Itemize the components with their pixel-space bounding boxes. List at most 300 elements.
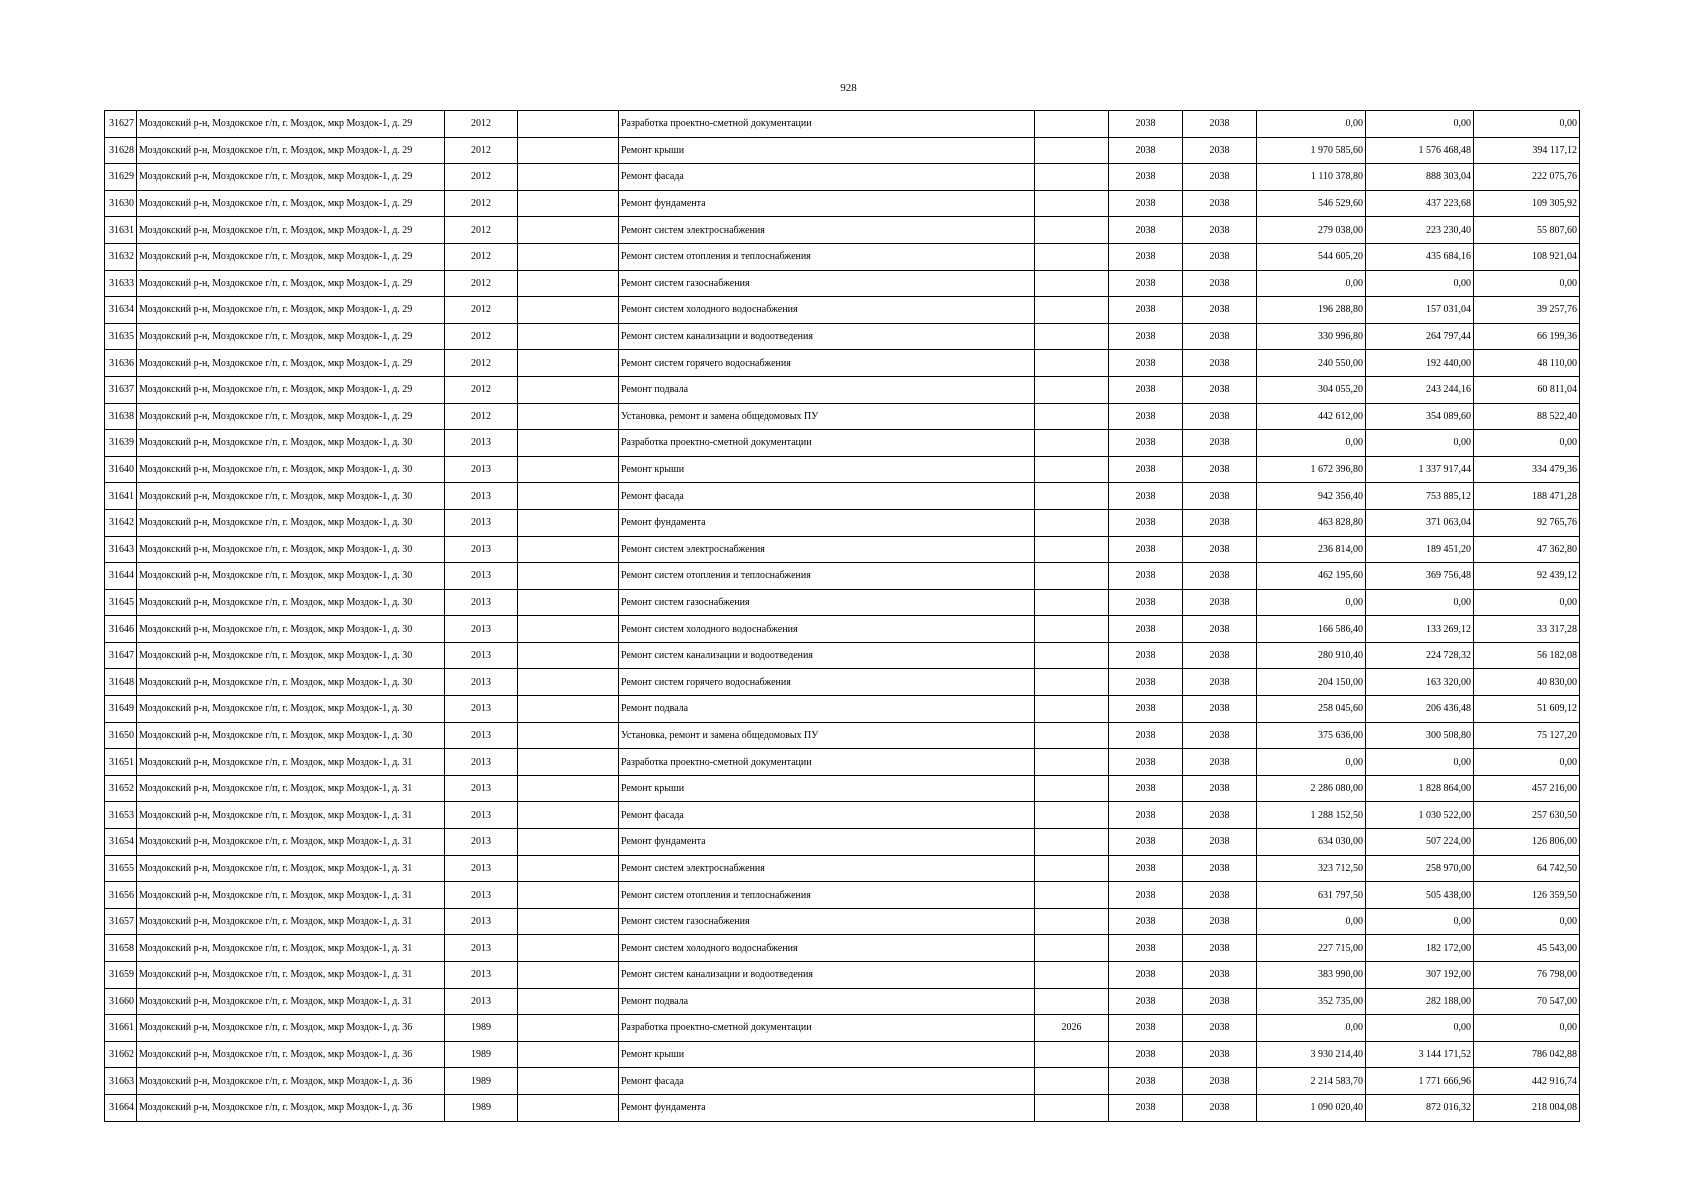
cell-year-2: 2038: [1109, 722, 1183, 749]
cell-total-cost: 544 605,20: [1257, 243, 1366, 270]
cell-year-2: 2038: [1109, 137, 1183, 164]
cell-year-2: 2038: [1109, 1041, 1183, 1068]
cell-year-3: 2038: [1183, 137, 1257, 164]
cell-year-3: 2038: [1183, 430, 1257, 457]
cell-cost-part-2: 64 742,50: [1474, 855, 1580, 882]
table-body: [105, 111, 1580, 1122]
cell-address: Моздокский р-н, Моздокское г/п, г. Моздок, мкр Моздок-1, д. 29: [137, 297, 445, 324]
cell-year-1: [1035, 988, 1109, 1015]
cell-year-built: 2013: [445, 430, 518, 457]
cell-year-2: 2038: [1109, 669, 1183, 696]
cell-work-type: Ремонт фасада: [619, 802, 1035, 829]
cell-number: 31645: [105, 589, 137, 616]
table-row: [105, 164, 1580, 191]
cell-year-1: [1035, 137, 1109, 164]
cell-year-1: [1035, 935, 1109, 962]
cell-year-built: 2013: [445, 749, 518, 776]
cell-cost-part-1: 223 230,40: [1366, 217, 1474, 244]
cell-work-type: Ремонт фасада: [619, 1068, 1035, 1095]
cell-cost-part-1: 0,00: [1366, 908, 1474, 935]
cell-year-1: [1035, 855, 1109, 882]
cell-cost-part-2: 56 182,08: [1474, 642, 1580, 669]
cell-empty: [518, 323, 619, 350]
cell-year-built: 2012: [445, 270, 518, 297]
cell-work-type: Ремонт систем холодного водоснабжения: [619, 935, 1035, 962]
cell-address: Моздокский р-н, Моздокское г/п, г. Моздок, мкр Моздок-1, д. 31: [137, 908, 445, 935]
cell-address: Моздокский р-н, Моздокское г/п, г. Моздок, мкр Моздок-1, д. 30: [137, 589, 445, 616]
cell-number: 31638: [105, 403, 137, 430]
cell-empty: [518, 1068, 619, 1095]
cell-address: Моздокский р-н, Моздокское г/п, г. Моздок, мкр Моздок-1, д. 30: [137, 722, 445, 749]
table-row: [105, 536, 1580, 563]
cell-year-built: 2012: [445, 111, 518, 138]
cell-year-3: 2038: [1183, 243, 1257, 270]
cell-year-1: [1035, 297, 1109, 324]
cell-year-built: 1989: [445, 1015, 518, 1042]
cell-cost-part-2: 0,00: [1474, 1015, 1580, 1042]
cell-total-cost: 383 990,00: [1257, 962, 1366, 989]
cell-year-built: 1989: [445, 1041, 518, 1068]
cell-year-2: 2038: [1109, 775, 1183, 802]
cell-cost-part-1: 0,00: [1366, 589, 1474, 616]
cell-empty: [518, 962, 619, 989]
cell-year-3: 2038: [1183, 988, 1257, 1015]
cell-cost-part-1: 182 172,00: [1366, 935, 1474, 962]
cell-address: Моздокский р-н, Моздокское г/п, г. Моздок, мкр Моздок-1, д. 29: [137, 164, 445, 191]
cell-year-built: 2013: [445, 722, 518, 749]
cell-cost-part-1: 264 797,44: [1366, 323, 1474, 350]
cell-number: 31663: [105, 1068, 137, 1095]
cell-cost-part-2: 394 117,12: [1474, 137, 1580, 164]
cell-cost-part-1: 189 451,20: [1366, 536, 1474, 563]
cell-year-3: 2038: [1183, 217, 1257, 244]
cell-work-type: Установка, ремонт и замена общедомовых ПУ: [619, 722, 1035, 749]
cell-year-3: 2038: [1183, 483, 1257, 510]
cell-address: Моздокский р-н, Моздокское г/п, г. Моздок, мкр Моздок-1, д. 31: [137, 802, 445, 829]
table-row: [105, 775, 1580, 802]
table-row: [105, 217, 1580, 244]
cell-work-type: Ремонт систем отопления и теплоснабжения: [619, 563, 1035, 590]
table-row: [105, 855, 1580, 882]
cell-year-3: 2038: [1183, 749, 1257, 776]
cell-cost-part-2: 92 439,12: [1474, 563, 1580, 590]
cell-number: 31647: [105, 642, 137, 669]
cell-year-1: [1035, 217, 1109, 244]
cell-total-cost: 0,00: [1257, 589, 1366, 616]
cell-work-type: Разработка проектно-сметной документации: [619, 430, 1035, 457]
cell-year-2: 2038: [1109, 111, 1183, 138]
cell-empty: [518, 376, 619, 403]
table-row: [105, 882, 1580, 909]
cell-total-cost: 280 910,40: [1257, 642, 1366, 669]
cell-number: 31634: [105, 297, 137, 324]
cell-cost-part-2: 0,00: [1474, 749, 1580, 776]
cell-cost-part-2: 0,00: [1474, 430, 1580, 457]
cell-year-3: 2038: [1183, 589, 1257, 616]
register-table: [104, 110, 1580, 1122]
cell-year-2: 2038: [1109, 882, 1183, 909]
cell-year-built: 2013: [445, 775, 518, 802]
cell-number: 31649: [105, 696, 137, 723]
cell-cost-part-1: 243 244,16: [1366, 376, 1474, 403]
cell-year-1: [1035, 1068, 1109, 1095]
cell-total-cost: 323 712,50: [1257, 855, 1366, 882]
cell-total-cost: 0,00: [1257, 270, 1366, 297]
table-row: [105, 563, 1580, 590]
table-row: [105, 616, 1580, 643]
cell-year-built: 2013: [445, 509, 518, 536]
cell-work-type: Установка, ремонт и замена общедомовых ПУ: [619, 403, 1035, 430]
cell-empty: [518, 1094, 619, 1121]
table-row: [105, 509, 1580, 536]
cell-year-1: [1035, 908, 1109, 935]
table-row: [105, 403, 1580, 430]
cell-year-built: 1989: [445, 1094, 518, 1121]
cell-cost-part-1: 369 756,48: [1366, 563, 1474, 590]
cell-year-1: [1035, 1041, 1109, 1068]
cell-year-1: [1035, 829, 1109, 856]
cell-year-built: 2012: [445, 297, 518, 324]
cell-number: 31657: [105, 908, 137, 935]
cell-empty: [518, 802, 619, 829]
cell-total-cost: 166 586,40: [1257, 616, 1366, 643]
cell-total-cost: 463 828,80: [1257, 509, 1366, 536]
cell-empty: [518, 1015, 619, 1042]
cell-year-2: 2038: [1109, 483, 1183, 510]
cell-work-type: Ремонт систем холодного водоснабжения: [619, 616, 1035, 643]
cell-address: Моздокский р-н, Моздокское г/п, г. Моздок, мкр Моздок-1, д. 30: [137, 696, 445, 723]
cell-cost-part-2: 0,00: [1474, 908, 1580, 935]
cell-address: Моздокский р-н, Моздокское г/п, г. Моздок, мкр Моздок-1, д. 31: [137, 855, 445, 882]
cell-year-built: 2013: [445, 882, 518, 909]
cell-address: Моздокский р-н, Моздокское г/п, г. Моздок, мкр Моздок-1, д. 36: [137, 1041, 445, 1068]
cell-cost-part-2: 47 362,80: [1474, 536, 1580, 563]
cell-number: 31640: [105, 456, 137, 483]
cell-number: 31644: [105, 563, 137, 590]
cell-address: Моздокский р-н, Моздокское г/п, г. Моздок, мкр Моздок-1, д. 29: [137, 323, 445, 350]
cell-cost-part-1: 3 144 171,52: [1366, 1041, 1474, 1068]
cell-empty: [518, 270, 619, 297]
table-row: [105, 137, 1580, 164]
cell-cost-part-1: 872 016,32: [1366, 1094, 1474, 1121]
cell-work-type: Ремонт систем электроснабжения: [619, 217, 1035, 244]
cell-total-cost: 0,00: [1257, 1015, 1366, 1042]
cell-cost-part-2: 88 522,40: [1474, 403, 1580, 430]
cell-year-2: 2038: [1109, 1015, 1183, 1042]
cell-year-1: [1035, 589, 1109, 616]
cell-empty: [518, 589, 619, 616]
cell-cost-part-1: 0,00: [1366, 111, 1474, 138]
cell-year-built: 2013: [445, 616, 518, 643]
cell-total-cost: 1 110 378,80: [1257, 164, 1366, 191]
cell-cost-part-1: 300 508,80: [1366, 722, 1474, 749]
cell-year-3: 2038: [1183, 111, 1257, 138]
cell-number: 31641: [105, 483, 137, 510]
cell-year-1: [1035, 243, 1109, 270]
cell-address: Моздокский р-н, Моздокское г/п, г. Моздок, мкр Моздок-1, д. 29: [137, 270, 445, 297]
cell-cost-part-1: 0,00: [1366, 1015, 1474, 1042]
cell-year-3: 2038: [1183, 164, 1257, 191]
table-row: [105, 270, 1580, 297]
cell-year-3: 2038: [1183, 1068, 1257, 1095]
cell-number: 31637: [105, 376, 137, 403]
cell-total-cost: 375 636,00: [1257, 722, 1366, 749]
cell-address: Моздокский р-н, Моздокское г/п, г. Моздок, мкр Моздок-1, д. 31: [137, 988, 445, 1015]
cell-cost-part-2: 48 110,00: [1474, 350, 1580, 377]
cell-cost-part-2: 92 765,76: [1474, 509, 1580, 536]
cell-year-2: 2038: [1109, 935, 1183, 962]
cell-address: Моздокский р-н, Моздокское г/п, г. Моздок, мкр Моздок-1, д. 30: [137, 616, 445, 643]
cell-year-3: 2038: [1183, 563, 1257, 590]
cell-address: Моздокский р-н, Моздокское г/п, г. Моздок, мкр Моздок-1, д. 31: [137, 829, 445, 856]
cell-total-cost: 462 195,60: [1257, 563, 1366, 590]
cell-cost-part-1: 1 030 522,00: [1366, 802, 1474, 829]
cell-address: Моздокский р-н, Моздокское г/п, г. Моздок, мкр Моздок-1, д. 31: [137, 775, 445, 802]
table-row: [105, 589, 1580, 616]
cell-number: 31643: [105, 536, 137, 563]
cell-cost-part-1: 1 771 666,96: [1366, 1068, 1474, 1095]
cell-empty: [518, 563, 619, 590]
cell-year-1: [1035, 164, 1109, 191]
cell-year-built: 2013: [445, 988, 518, 1015]
cell-number: 31629: [105, 164, 137, 191]
cell-year-2: 2038: [1109, 642, 1183, 669]
cell-address: Моздокский р-н, Моздокское г/п, г. Моздок, мкр Моздок-1, д. 30: [137, 430, 445, 457]
cell-total-cost: 0,00: [1257, 749, 1366, 776]
cell-cost-part-2: 442 916,74: [1474, 1068, 1580, 1095]
cell-year-2: 2038: [1109, 376, 1183, 403]
cell-cost-part-2: 51 609,12: [1474, 696, 1580, 723]
cell-empty: [518, 430, 619, 457]
cell-empty: [518, 829, 619, 856]
cell-year-built: 2013: [445, 589, 518, 616]
table-row: [105, 1094, 1580, 1121]
cell-year-3: 2038: [1183, 775, 1257, 802]
cell-cost-part-2: 0,00: [1474, 270, 1580, 297]
cell-work-type: Ремонт систем канализации и водоотведения: [619, 962, 1035, 989]
cell-empty: [518, 1041, 619, 1068]
cell-year-3: 2038: [1183, 616, 1257, 643]
cell-empty: [518, 749, 619, 776]
cell-year-3: 2038: [1183, 376, 1257, 403]
cell-number: 31659: [105, 962, 137, 989]
cell-number: 31636: [105, 350, 137, 377]
cell-cost-part-1: 258 970,00: [1366, 855, 1474, 882]
table-row: [105, 243, 1580, 270]
cell-year-2: 2038: [1109, 217, 1183, 244]
cell-work-type: Ремонт систем газоснабжения: [619, 589, 1035, 616]
cell-year-1: [1035, 350, 1109, 377]
cell-cost-part-2: 70 547,00: [1474, 988, 1580, 1015]
table-row: [105, 988, 1580, 1015]
cell-total-cost: 1 288 152,50: [1257, 802, 1366, 829]
cell-total-cost: 3 930 214,40: [1257, 1041, 1366, 1068]
cell-year-1: [1035, 775, 1109, 802]
table-row: [105, 111, 1580, 138]
cell-year-built: 2013: [445, 696, 518, 723]
cell-cost-part-1: 1 828 864,00: [1366, 775, 1474, 802]
cell-year-2: 2038: [1109, 908, 1183, 935]
cell-total-cost: 942 356,40: [1257, 483, 1366, 510]
cell-cost-part-2: 457 216,00: [1474, 775, 1580, 802]
cell-empty: [518, 190, 619, 217]
cell-total-cost: 304 055,20: [1257, 376, 1366, 403]
cell-year-built: 2013: [445, 935, 518, 962]
cell-year-built: 2013: [445, 855, 518, 882]
cell-year-2: 2038: [1109, 297, 1183, 324]
cell-year-built: 2013: [445, 642, 518, 669]
cell-work-type: Ремонт фасада: [619, 483, 1035, 510]
cell-cost-part-1: 163 320,00: [1366, 669, 1474, 696]
cell-cost-part-2: 33 317,28: [1474, 616, 1580, 643]
table-row: [105, 483, 1580, 510]
cell-year-2: 2038: [1109, 190, 1183, 217]
cell-year-3: 2038: [1183, 190, 1257, 217]
cell-address: Моздокский р-н, Моздокское г/п, г. Моздок, мкр Моздок-1, д. 30: [137, 483, 445, 510]
cell-year-3: 2038: [1183, 722, 1257, 749]
cell-year-3: 2038: [1183, 669, 1257, 696]
table-row: [105, 802, 1580, 829]
cell-address: Моздокский р-н, Моздокское г/п, г. Моздок, мкр Моздок-1, д. 30: [137, 563, 445, 590]
cell-cost-part-2: 126 359,50: [1474, 882, 1580, 909]
cell-number: 31631: [105, 217, 137, 244]
cell-total-cost: 2 214 583,70: [1257, 1068, 1366, 1095]
cell-year-built: 2013: [445, 563, 518, 590]
cell-number: 31654: [105, 829, 137, 856]
cell-year-built: 2013: [445, 483, 518, 510]
cell-empty: [518, 456, 619, 483]
cell-year-1: [1035, 376, 1109, 403]
cell-number: 31664: [105, 1094, 137, 1121]
cell-number: 31655: [105, 855, 137, 882]
table-row: [105, 722, 1580, 749]
cell-address: Моздокский р-н, Моздокское г/п, г. Моздок, мкр Моздок-1, д. 29: [137, 403, 445, 430]
cell-year-built: 2013: [445, 536, 518, 563]
table-row: [105, 1068, 1580, 1095]
cell-number: 31662: [105, 1041, 137, 1068]
cell-number: 31628: [105, 137, 137, 164]
cell-empty: [518, 908, 619, 935]
cell-year-3: 2038: [1183, 882, 1257, 909]
table-row: [105, 908, 1580, 935]
cell-cost-part-2: 40 830,00: [1474, 669, 1580, 696]
cell-year-built: 2012: [445, 350, 518, 377]
cell-work-type: Ремонт систем горячего водоснабжения: [619, 669, 1035, 696]
table-row: [105, 1041, 1580, 1068]
cell-year-2: 2038: [1109, 749, 1183, 776]
cell-year-1: [1035, 270, 1109, 297]
cell-year-1: [1035, 1094, 1109, 1121]
cell-cost-part-2: 0,00: [1474, 111, 1580, 138]
cell-year-built: 2013: [445, 802, 518, 829]
cell-year-2: 2038: [1109, 1094, 1183, 1121]
cell-total-cost: 330 996,80: [1257, 323, 1366, 350]
cell-year-built: 2013: [445, 829, 518, 856]
cell-year-1: [1035, 669, 1109, 696]
cell-year-2: 2038: [1109, 962, 1183, 989]
cell-total-cost: 236 814,00: [1257, 536, 1366, 563]
cell-address: Моздокский р-н, Моздокское г/п, г. Моздок, мкр Моздок-1, д. 30: [137, 456, 445, 483]
cell-number: 31633: [105, 270, 137, 297]
cell-cost-part-1: 307 192,00: [1366, 962, 1474, 989]
cell-year-1: [1035, 456, 1109, 483]
cell-total-cost: 227 715,00: [1257, 935, 1366, 962]
cell-year-built: 2012: [445, 243, 518, 270]
cell-work-type: Ремонт фундамента: [619, 190, 1035, 217]
cell-year-3: 2038: [1183, 1041, 1257, 1068]
table-row: [105, 696, 1580, 723]
cell-cost-part-1: 1 576 468,48: [1366, 137, 1474, 164]
cell-address: Моздокский р-н, Моздокское г/п, г. Моздок, мкр Моздок-1, д. 31: [137, 882, 445, 909]
table-row: [105, 749, 1580, 776]
cell-empty: [518, 403, 619, 430]
cell-year-1: [1035, 111, 1109, 138]
cell-year-built: 2012: [445, 323, 518, 350]
cell-work-type: Ремонт систем канализации и водоотведения: [619, 323, 1035, 350]
cell-total-cost: 196 288,80: [1257, 297, 1366, 324]
cell-empty: [518, 669, 619, 696]
cell-total-cost: 352 735,00: [1257, 988, 1366, 1015]
cell-year-2: 2038: [1109, 536, 1183, 563]
cell-number: 31639: [105, 430, 137, 457]
table-row: [105, 829, 1580, 856]
cell-number: 31627: [105, 111, 137, 138]
cell-year-built: 2012: [445, 137, 518, 164]
cell-year-built: 2012: [445, 376, 518, 403]
table-row: [105, 456, 1580, 483]
cell-empty: [518, 988, 619, 1015]
cell-cost-part-2: 55 807,60: [1474, 217, 1580, 244]
table-row: [105, 323, 1580, 350]
cell-address: Моздокский р-н, Моздокское г/п, г. Моздок, мкр Моздок-1, д. 29: [137, 376, 445, 403]
cell-year-1: [1035, 536, 1109, 563]
cell-cost-part-1: 206 436,48: [1366, 696, 1474, 723]
cell-year-2: 2038: [1109, 323, 1183, 350]
cell-work-type: Ремонт систем отопления и теплоснабжения: [619, 882, 1035, 909]
cell-empty: [518, 855, 619, 882]
table-row: [105, 1015, 1580, 1042]
cell-number: 31632: [105, 243, 137, 270]
cell-year-3: 2038: [1183, 908, 1257, 935]
cell-total-cost: 240 550,00: [1257, 350, 1366, 377]
cell-address: Моздокский р-н, Моздокское г/п, г. Моздок, мкр Моздок-1, д. 29: [137, 243, 445, 270]
cell-work-type: Ремонт систем канализации и водоотведения: [619, 642, 1035, 669]
cell-work-type: Разработка проектно-сметной документации: [619, 1015, 1035, 1042]
cell-work-type: Ремонт систем горячего водоснабжения: [619, 350, 1035, 377]
cell-year-1: [1035, 563, 1109, 590]
cell-cost-part-2: 0,00: [1474, 589, 1580, 616]
cell-empty: [518, 696, 619, 723]
cell-total-cost: 0,00: [1257, 908, 1366, 935]
cell-empty: [518, 775, 619, 802]
cell-number: 31650: [105, 722, 137, 749]
cell-year-2: 2038: [1109, 456, 1183, 483]
cell-year-built: 2013: [445, 908, 518, 935]
cell-address: Моздокский р-н, Моздокское г/п, г. Моздок, мкр Моздок-1, д. 29: [137, 190, 445, 217]
cell-year-3: 2038: [1183, 403, 1257, 430]
cell-total-cost: 204 150,00: [1257, 669, 1366, 696]
cell-total-cost: 631 797,50: [1257, 882, 1366, 909]
cell-cost-part-1: 354 089,60: [1366, 403, 1474, 430]
cell-address: Моздокский р-н, Моздокское г/п, г. Моздок, мкр Моздок-1, д. 30: [137, 642, 445, 669]
cell-year-1: [1035, 642, 1109, 669]
cell-year-1: [1035, 616, 1109, 643]
cell-empty: [518, 642, 619, 669]
cell-year-1: 2026: [1035, 1015, 1109, 1042]
cell-address: Моздокский р-н, Моздокское г/п, г. Моздок, мкр Моздок-1, д. 30: [137, 669, 445, 696]
cell-year-3: 2038: [1183, 323, 1257, 350]
table-row: [105, 297, 1580, 324]
